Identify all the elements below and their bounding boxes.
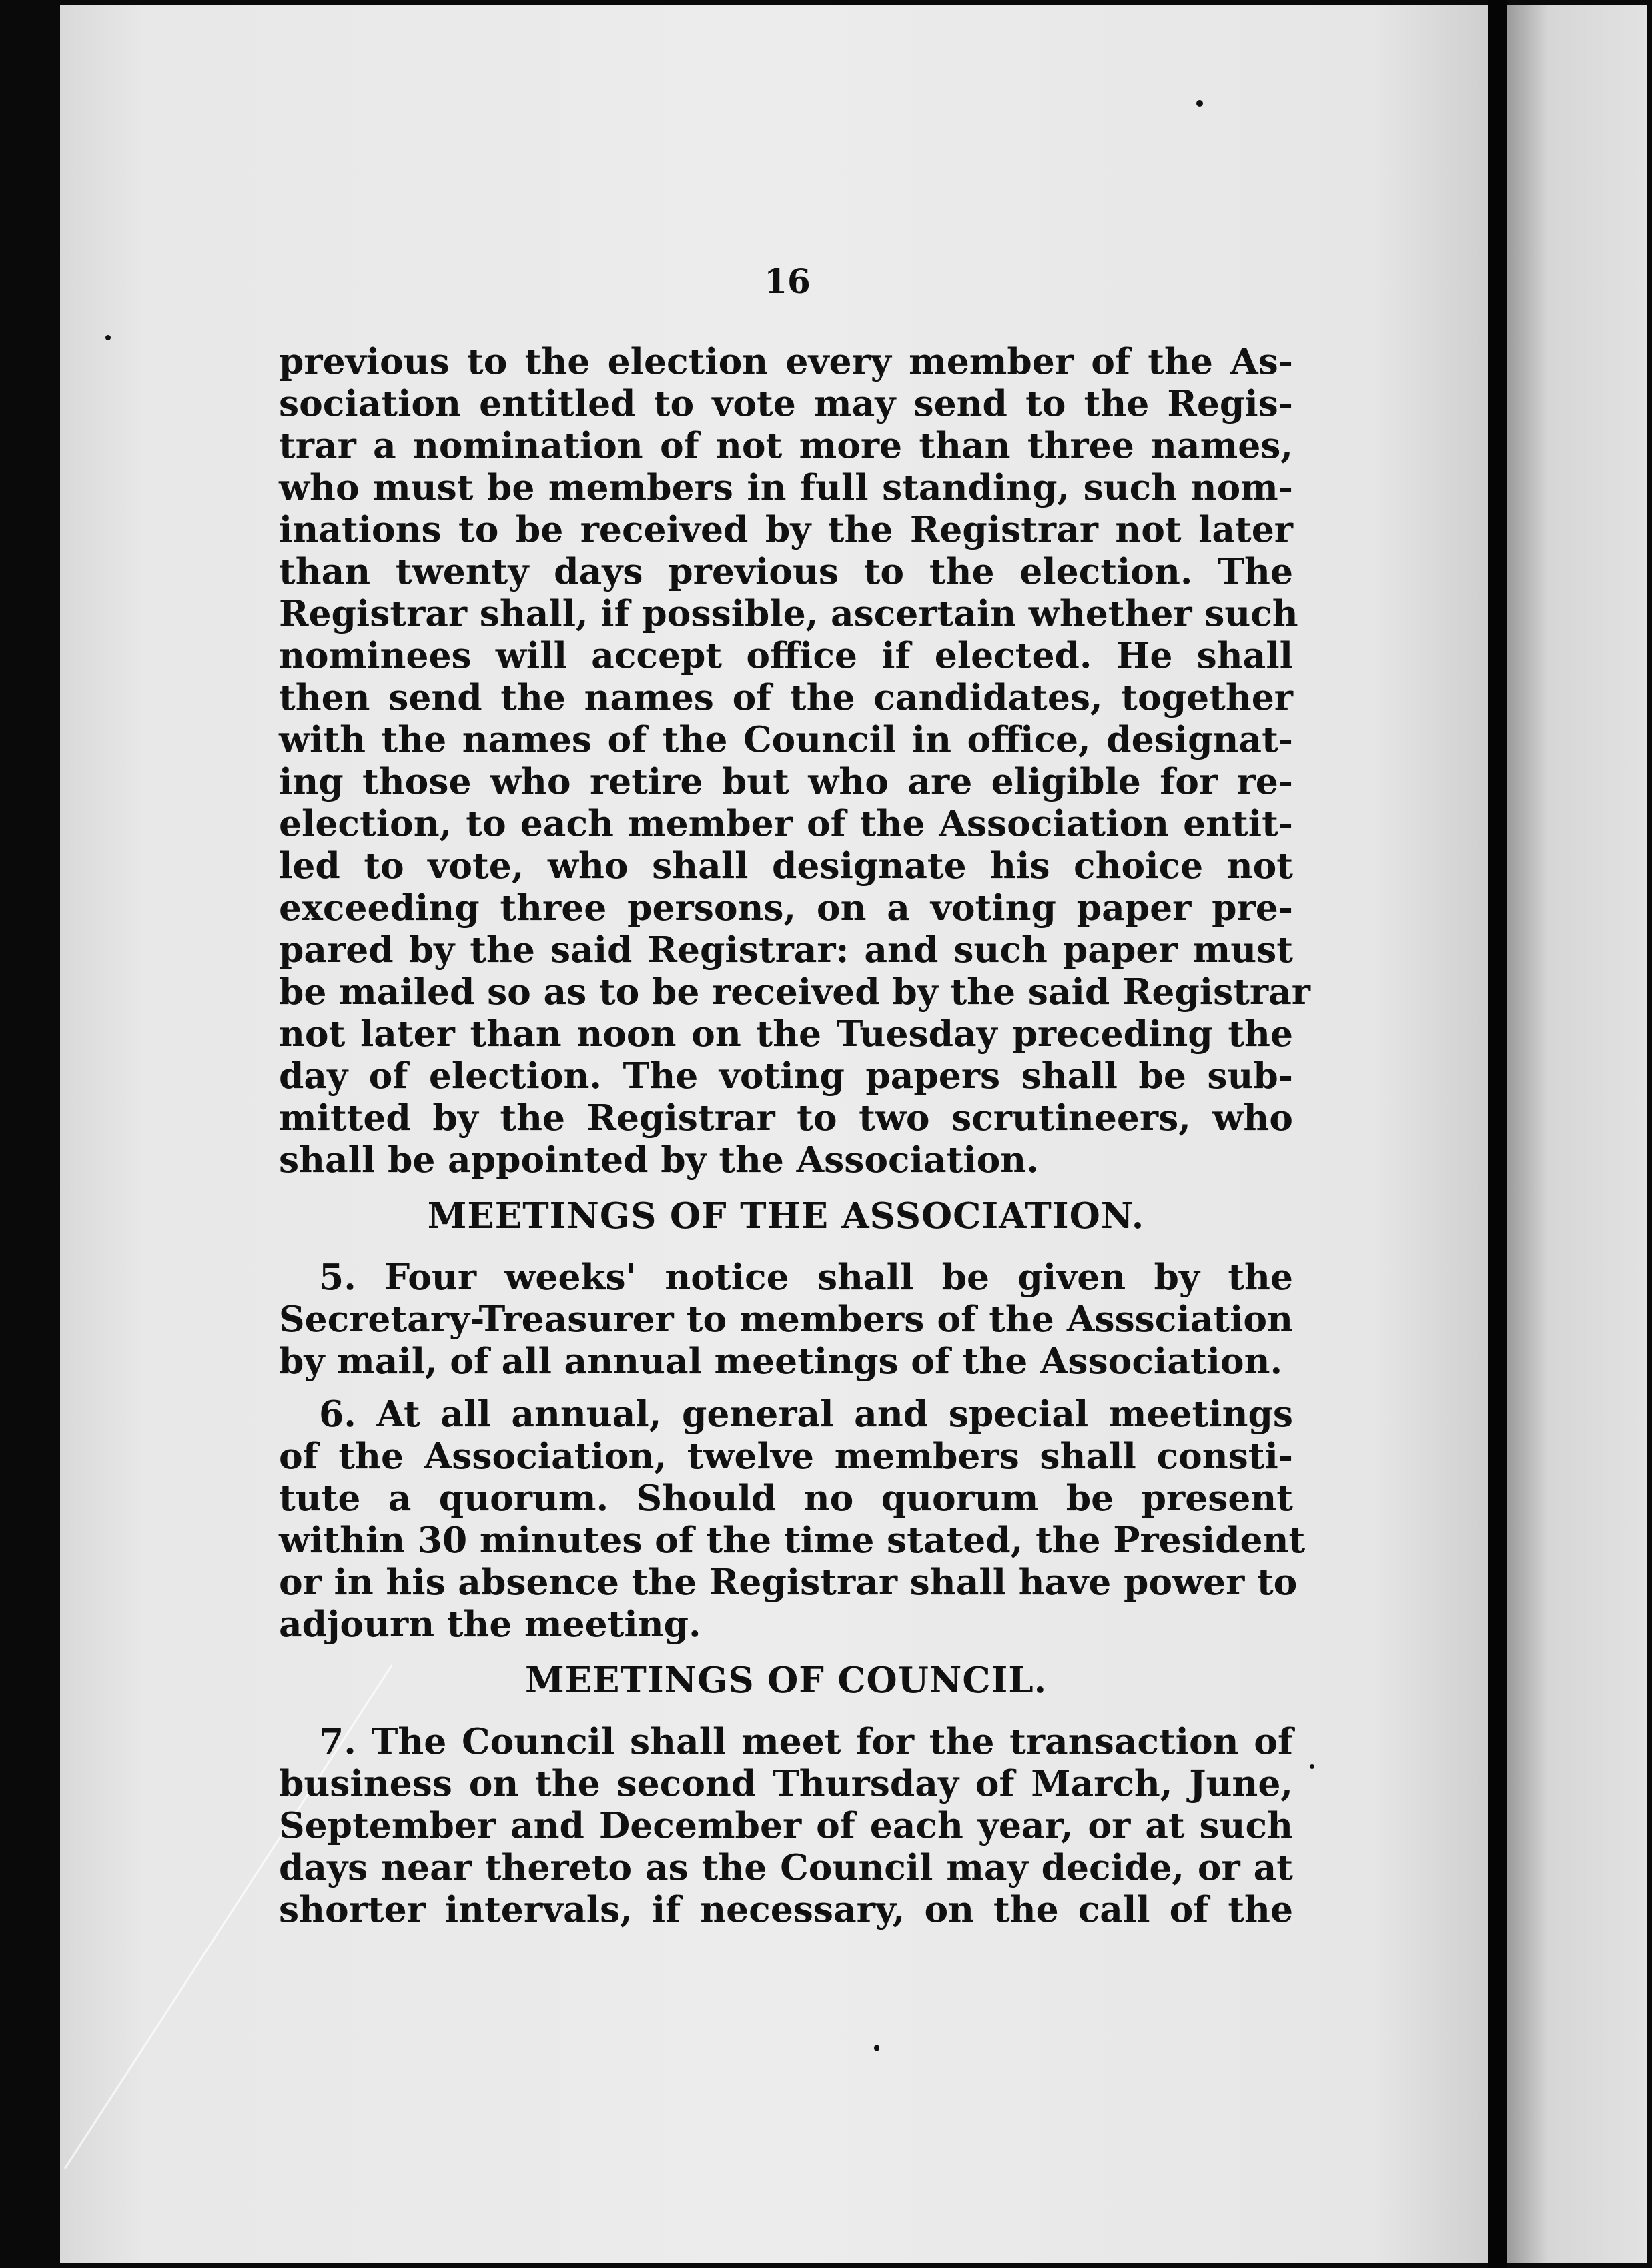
text-line: Secretary-Treasurer to members of the Asssciation	[279, 1298, 1293, 1340]
text-line: of the Association, twelve members shall consti-	[279, 1435, 1293, 1477]
text-line: led to vote, who shall designate his choice not	[279, 844, 1293, 887]
section-6	[279, 1393, 1306, 1645]
text-line: nominees will accept office if elected. He shall	[279, 634, 1293, 676]
text-line: ing those who retire but who are eligible for re-	[279, 760, 1293, 802]
text-line: trar a nomination of not more than three names,	[279, 424, 1293, 466]
text-line: 5. Four weeks' notice shall be given by the	[319, 1256, 1293, 1298]
text-line: election, to each member of the Association entit-	[279, 802, 1293, 844]
text-line: than twenty days previous to the election. The	[279, 550, 1293, 592]
section-heading-council-meetings: MEETINGS OF COUNCIL.	[524, 1660, 1048, 1701]
text-line: inations to be received by the Registrar not later	[279, 508, 1293, 550]
text-line: adjourn the meeting.	[279, 1603, 701, 1645]
text-line: September and December of each year, or at such	[279, 1804, 1293, 1846]
text-line: exceeding three persons, on a voting paper pre-	[279, 887, 1293, 929]
text-line: 7. The Council shall meet for the transaction of	[319, 1720, 1293, 1762]
text-line: business on the second Thursday of March, June,	[279, 1762, 1293, 1804]
text-line: by mail, of all annual meetings of the Association.	[279, 1340, 1283, 1382]
text-line: shall be appointed by the Association.	[279, 1139, 1039, 1181]
text-line: with the names of the Council in office, designat-	[279, 718, 1293, 760]
text-line: not later than noon on the Tuesday preceding the	[279, 1013, 1293, 1055]
text-line: mitted by the Registrar to two scrutineers, who	[279, 1097, 1293, 1139]
page-number: 16	[764, 261, 811, 301]
text-line: 6. At all annual, general and special meetings	[319, 1393, 1293, 1435]
text-line: Registrar shall, if possible, ascertain whether such	[279, 592, 1298, 634]
section-heading-association-meetings: MEETINGS OF THE ASSOCIATION.	[427, 1195, 1145, 1237]
text-line: day of election. The voting papers shall be sub-	[279, 1055, 1293, 1097]
text-line: who must be members in full standing, such nom-	[279, 466, 1293, 508]
section-5	[279, 1256, 1293, 1382]
text-line: then send the names of the candidates, together	[279, 676, 1293, 718]
text-line: days near thereto as the Council may decide, or at	[279, 1846, 1293, 1888]
text-line: or in his absence the Registrar shall have power to	[279, 1561, 1298, 1603]
text-line: previous to the election every member of the As-	[279, 340, 1293, 382]
text-line: pared by the said Registrar: and such paper must	[279, 929, 1293, 971]
page-gutter	[1488, 0, 1507, 2268]
body-text	[279, 340, 1310, 1930]
section-7	[279, 1720, 1293, 1930]
text-line: be mailed so as to be received by the said Registrar	[279, 971, 1310, 1013]
scan-speck	[105, 335, 111, 340]
text-line: shorter intervals, if necessary, on the call of the	[279, 1888, 1293, 1930]
text-line: tute a quorum. Should no quorum be present	[279, 1477, 1293, 1519]
text-line: sociation entitled to vote may send to the Regis-	[279, 382, 1293, 424]
scan-speck	[874, 2045, 879, 2051]
scan-speck	[1310, 1764, 1314, 1769]
text-line: within 30 minutes of the time stated, the President	[279, 1519, 1306, 1561]
scan-speck	[1196, 100, 1203, 107]
paragraph-election-nominations	[279, 340, 1310, 1181]
facing-page-edge	[1507, 5, 1647, 2263]
